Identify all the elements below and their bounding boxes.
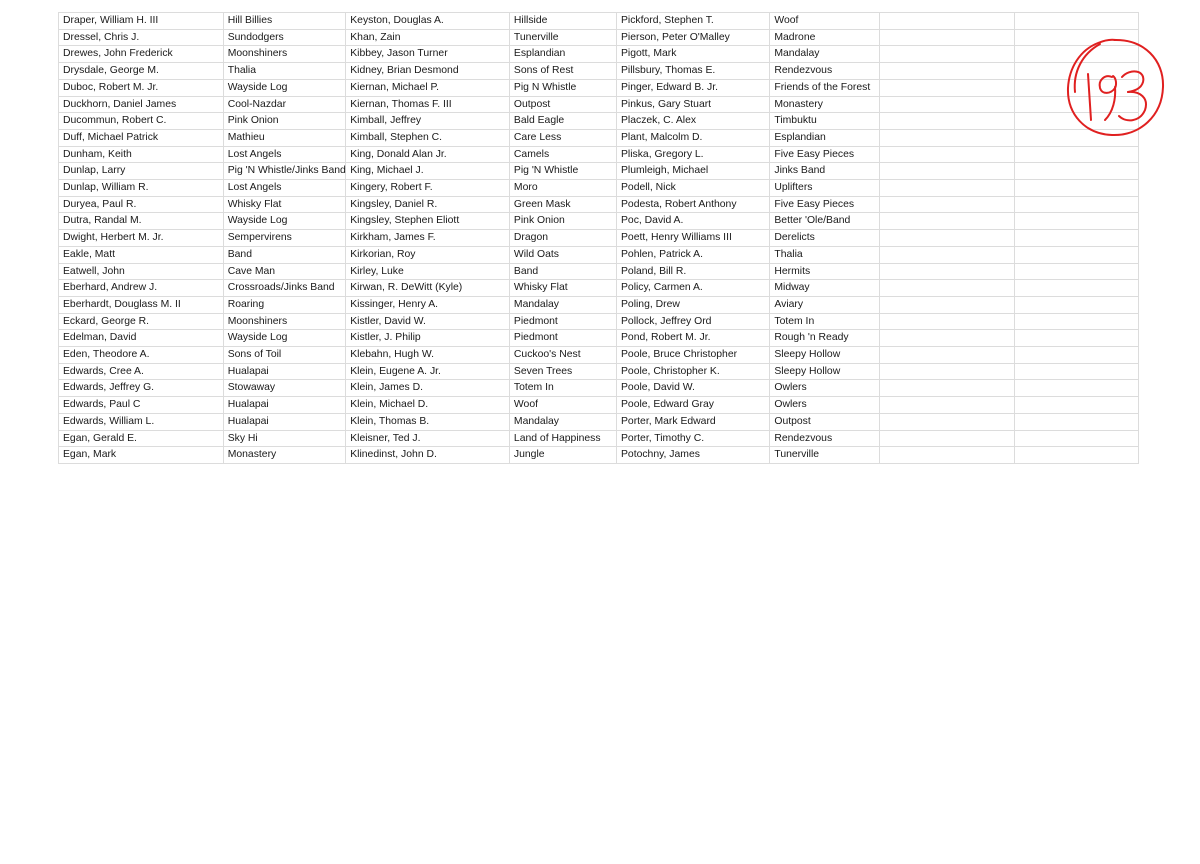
table-cell: Kirkham, James F. xyxy=(346,230,510,247)
table-cell: Lost Angels xyxy=(223,180,346,197)
table-row xyxy=(59,447,1139,464)
table-cell: Thalia xyxy=(770,246,879,263)
table-cell: Poc, David A. xyxy=(616,213,769,230)
table-row xyxy=(59,246,1139,263)
table-cell: Cuckoo's Nest xyxy=(509,347,616,364)
table-cell: Ducommun, Robert C. xyxy=(59,113,224,130)
table-cell: King, Michael J. xyxy=(346,163,510,180)
table-cell: Hermits xyxy=(770,263,879,280)
table-cell: Egan, Mark xyxy=(59,447,224,464)
table-cell xyxy=(879,430,1015,447)
table-row xyxy=(59,213,1139,230)
table-row xyxy=(59,196,1139,213)
table-cell: Madrone xyxy=(770,29,879,46)
table-cell: Wayside Log xyxy=(223,79,346,96)
table-cell: Klein, Michael D. xyxy=(346,397,510,414)
table-cell xyxy=(879,46,1015,63)
table-cell: Pig 'N Whistle xyxy=(509,163,616,180)
table-cell: Tunerville xyxy=(770,447,879,464)
table-cell: Pliska, Gregory L. xyxy=(616,146,769,163)
table-cell xyxy=(1015,430,1139,447)
table-cell: Poole, Bruce Christopher xyxy=(616,347,769,364)
table-cell: Duckhorn, Daniel James xyxy=(59,96,224,113)
table-cell xyxy=(879,313,1015,330)
table-cell: Edwards, Jeffrey G. xyxy=(59,380,224,397)
table-cell: Hualapai xyxy=(223,413,346,430)
table-cell: Kistler, J. Philip xyxy=(346,330,510,347)
table-cell: Sky Hi xyxy=(223,430,346,447)
table-cell xyxy=(879,413,1015,430)
table-cell xyxy=(879,79,1015,96)
table-cell: Podesta, Robert Anthony xyxy=(616,196,769,213)
table-cell: Band xyxy=(509,263,616,280)
table-cell xyxy=(879,246,1015,263)
table-cell xyxy=(1015,313,1139,330)
table-cell: Rendezvous xyxy=(770,430,879,447)
table-cell: Kingery, Robert F. xyxy=(346,180,510,197)
table-cell: Seven Trees xyxy=(509,363,616,380)
table-cell: Pink Onion xyxy=(223,113,346,130)
table-cell: Kirkorian, Roy xyxy=(346,246,510,263)
table-cell: Poole, David W. xyxy=(616,380,769,397)
table-cell: Cool-Nazdar xyxy=(223,96,346,113)
table-cell xyxy=(879,113,1015,130)
table-cell: Kimball, Stephen C. xyxy=(346,129,510,146)
table-cell xyxy=(879,230,1015,247)
table-row xyxy=(59,280,1139,297)
table-cell: Pond, Robert M. Jr. xyxy=(616,330,769,347)
table-cell: Kirley, Luke xyxy=(346,263,510,280)
table-cell: Rendezvous xyxy=(770,63,879,80)
table-cell: Plumleigh, Michael xyxy=(616,163,769,180)
table-row xyxy=(59,230,1139,247)
table-cell: Jungle xyxy=(509,447,616,464)
table-cell: Stowaway xyxy=(223,380,346,397)
table-cell xyxy=(1015,13,1139,30)
table-cell: Wild Oats xyxy=(509,246,616,263)
table-cell: Kiernan, Michael P. xyxy=(346,79,510,96)
table-row xyxy=(59,330,1139,347)
table-cell: Poland, Bill R. xyxy=(616,263,769,280)
table-cell: Monastery xyxy=(770,96,879,113)
table-cell: Thalia xyxy=(223,63,346,80)
table-cell: Dressel, Chris J. xyxy=(59,29,224,46)
table-cell: Piedmont xyxy=(509,313,616,330)
table-cell: Woof xyxy=(770,13,879,30)
table-cell: Pohlen, Patrick A. xyxy=(616,246,769,263)
table-cell xyxy=(1015,196,1139,213)
table-cell: Eden, Theodore A. xyxy=(59,347,224,364)
table-cell: Eberhard, Andrew J. xyxy=(59,280,224,297)
table-cell: Rough 'n Ready xyxy=(770,330,879,347)
table-cell: Mandalay xyxy=(509,296,616,313)
table-cell: Green Mask xyxy=(509,196,616,213)
table-cell: Moonshiners xyxy=(223,46,346,63)
table-cell: Derelicts xyxy=(770,230,879,247)
table-row xyxy=(59,363,1139,380)
table-row xyxy=(59,380,1139,397)
table-row xyxy=(59,129,1139,146)
table-cell xyxy=(1015,330,1139,347)
table-cell: Eberhardt, Douglass M. II xyxy=(59,296,224,313)
table-cell: Edelman, David xyxy=(59,330,224,347)
table-cell: Cave Man xyxy=(223,263,346,280)
table-cell: Kirwan, R. DeWitt (Kyle) xyxy=(346,280,510,297)
table-cell xyxy=(879,380,1015,397)
table-cell: Eckard, George R. xyxy=(59,313,224,330)
table-cell: Bald Eagle xyxy=(509,113,616,130)
table-cell: Hillside xyxy=(509,13,616,30)
table-cell xyxy=(1015,230,1139,247)
table-cell xyxy=(879,330,1015,347)
table-cell xyxy=(1015,146,1139,163)
table-cell: Pigott, Mark xyxy=(616,46,769,63)
table-row xyxy=(59,163,1139,180)
table-cell: Dunham, Keith xyxy=(59,146,224,163)
table-cell: Kingsley, Stephen Eliott xyxy=(346,213,510,230)
table-cell: Wayside Log xyxy=(223,330,346,347)
table-cell: Pillsbury, Thomas E. xyxy=(616,63,769,80)
table-cell: King, Donald Alan Jr. xyxy=(346,146,510,163)
table-cell: Porter, Mark Edward xyxy=(616,413,769,430)
table-cell: Keyston, Douglas A. xyxy=(346,13,510,30)
table-cell xyxy=(879,163,1015,180)
table-cell: Esplandian xyxy=(770,129,879,146)
table-cell: Woof xyxy=(509,397,616,414)
table-cell: Pickford, Stephen T. xyxy=(616,13,769,30)
table-cell: Dutra, Randal M. xyxy=(59,213,224,230)
table-cell: Mandalay xyxy=(770,46,879,63)
table-row xyxy=(59,430,1139,447)
table-cell: Mathieu xyxy=(223,129,346,146)
table-cell: Poole, Christopher K. xyxy=(616,363,769,380)
table-cell: Poett, Henry Williams III xyxy=(616,230,769,247)
table-cell: Friends of the Forest xyxy=(770,79,879,96)
table-cell: Poole, Edward Gray xyxy=(616,397,769,414)
table-cell: Drysdale, George M. xyxy=(59,63,224,80)
table-cell: Aviary xyxy=(770,296,879,313)
table-cell: Duboc, Robert M. Jr. xyxy=(59,79,224,96)
table-row xyxy=(59,113,1139,130)
table-cell: Hualapai xyxy=(223,397,346,414)
table-cell: Egan, Gerald E. xyxy=(59,430,224,447)
table-cell xyxy=(1015,347,1139,364)
table-cell xyxy=(1015,163,1139,180)
table-cell: Pig 'N Whistle/Jinks Band xyxy=(223,163,346,180)
table-cell: Drewes, John Frederick xyxy=(59,46,224,63)
table-cell: Outpost xyxy=(770,413,879,430)
table-cell: Klein, James D. xyxy=(346,380,510,397)
table-cell: Potochny, James xyxy=(616,447,769,464)
table-cell: Duff, Michael Patrick xyxy=(59,129,224,146)
table-cell: Porter, Timothy C. xyxy=(616,430,769,447)
table-cell: Midway xyxy=(770,280,879,297)
table-cell: Kiernan, Thomas F. III xyxy=(346,96,510,113)
table-cell: Monastery xyxy=(223,447,346,464)
table-cell: Khan, Zain xyxy=(346,29,510,46)
table-cell: Whisky Flat xyxy=(509,280,616,297)
spreadsheet-page xyxy=(58,12,1139,464)
table-cell: Pig N Whistle xyxy=(509,79,616,96)
table-cell: Duryea, Paul R. xyxy=(59,196,224,213)
table-body xyxy=(59,13,1139,464)
table-cell xyxy=(879,180,1015,197)
table-row xyxy=(59,180,1139,197)
table-cell: Eakle, Matt xyxy=(59,246,224,263)
table-cell: Jinks Band xyxy=(770,163,879,180)
table-cell: Owlers xyxy=(770,380,879,397)
table-cell: Land of Happiness xyxy=(509,430,616,447)
table-cell: Pink Onion xyxy=(509,213,616,230)
table-cell xyxy=(1015,180,1139,197)
table-cell: Pinkus, Gary Stuart xyxy=(616,96,769,113)
table-cell xyxy=(879,96,1015,113)
table-cell: Hill Billies xyxy=(223,13,346,30)
table-row xyxy=(59,63,1139,80)
table-cell: Moro xyxy=(509,180,616,197)
table-cell xyxy=(879,213,1015,230)
table-cell: Roaring xyxy=(223,296,346,313)
table-cell xyxy=(879,347,1015,364)
table-cell xyxy=(879,13,1015,30)
table-cell xyxy=(879,129,1015,146)
table-cell: Pollock, Jeffrey Ord xyxy=(616,313,769,330)
table-cell: Kingsley, Daniel R. xyxy=(346,196,510,213)
roster-table xyxy=(58,12,1139,464)
table-row xyxy=(59,13,1139,30)
table-cell xyxy=(879,63,1015,80)
table-cell: Five Easy Pieces xyxy=(770,146,879,163)
table-cell: Kimball, Jeffrey xyxy=(346,113,510,130)
table-cell: Eatwell, John xyxy=(59,263,224,280)
table-cell: Sons of Rest xyxy=(509,63,616,80)
table-cell: Klinedinst, John D. xyxy=(346,447,510,464)
table-cell: Kibbey, Jason Turner xyxy=(346,46,510,63)
table-cell: Klebahn, Hugh W. xyxy=(346,347,510,364)
table-cell xyxy=(879,196,1015,213)
table-cell: Sempervirens xyxy=(223,230,346,247)
table-cell xyxy=(1015,397,1139,414)
table-cell: Totem In xyxy=(770,313,879,330)
table-cell: Care Less xyxy=(509,129,616,146)
table-row xyxy=(59,96,1139,113)
table-cell: Draper, William H. III xyxy=(59,13,224,30)
table-cell: Camels xyxy=(509,146,616,163)
table-row xyxy=(59,29,1139,46)
table-cell: Plant, Malcolm D. xyxy=(616,129,769,146)
table-cell: Tunerville xyxy=(509,29,616,46)
table-cell: Esplandian xyxy=(509,46,616,63)
table-cell: Wayside Log xyxy=(223,213,346,230)
table-cell: Crossroads/Jinks Band xyxy=(223,280,346,297)
table-cell: Totem In xyxy=(509,380,616,397)
table-cell: Kidney, Brian Desmond xyxy=(346,63,510,80)
table-cell xyxy=(1015,380,1139,397)
table-cell: Sleepy Hollow xyxy=(770,347,879,364)
table-cell xyxy=(1015,246,1139,263)
table-cell: Dunlap, Larry xyxy=(59,163,224,180)
table-cell xyxy=(1015,447,1139,464)
table-cell: Placzek, C. Alex xyxy=(616,113,769,130)
table-cell: Kissinger, Henry A. xyxy=(346,296,510,313)
table-cell xyxy=(879,296,1015,313)
table-row xyxy=(59,79,1139,96)
table-cell: Sundodgers xyxy=(223,29,346,46)
table-row xyxy=(59,347,1139,364)
table-cell xyxy=(879,397,1015,414)
table-cell xyxy=(1015,413,1139,430)
table-cell: Kistler, David W. xyxy=(346,313,510,330)
table-cell: Klein, Eugene A. Jr. xyxy=(346,363,510,380)
table-cell: Owlers xyxy=(770,397,879,414)
table-cell xyxy=(879,280,1015,297)
table-cell: Edwards, Paul C xyxy=(59,397,224,414)
table-cell: Klein, Thomas B. xyxy=(346,413,510,430)
handwritten-page-number xyxy=(1060,32,1170,142)
table-cell: Podell, Nick xyxy=(616,180,769,197)
table-cell: Policy, Carmen A. xyxy=(616,280,769,297)
table-cell: Mandalay xyxy=(509,413,616,430)
table-cell xyxy=(879,146,1015,163)
table-cell xyxy=(879,447,1015,464)
table-cell: Better 'Ole/Band xyxy=(770,213,879,230)
table-cell: Dunlap, William R. xyxy=(59,180,224,197)
table-row xyxy=(59,263,1139,280)
table-cell: Band xyxy=(223,246,346,263)
table-row xyxy=(59,46,1139,63)
table-cell xyxy=(1015,263,1139,280)
table-cell xyxy=(879,29,1015,46)
table-cell: Piedmont xyxy=(509,330,616,347)
table-cell: Lost Angels xyxy=(223,146,346,163)
table-row xyxy=(59,146,1139,163)
table-cell xyxy=(1015,296,1139,313)
table-cell: Sleepy Hollow xyxy=(770,363,879,380)
table-cell: Moonshiners xyxy=(223,313,346,330)
table-cell: Hualapai xyxy=(223,363,346,380)
table-cell: Poling, Drew xyxy=(616,296,769,313)
table-cell xyxy=(879,263,1015,280)
table-cell: Uplifters xyxy=(770,180,879,197)
table-cell: Kleisner, Ted J. xyxy=(346,430,510,447)
table-cell: Edwards, Cree A. xyxy=(59,363,224,380)
table-cell: Five Easy Pieces xyxy=(770,196,879,213)
table-row xyxy=(59,397,1139,414)
table-cell xyxy=(1015,213,1139,230)
table-cell xyxy=(879,363,1015,380)
table-cell: Outpost xyxy=(509,96,616,113)
table-cell: Pinger, Edward B. Jr. xyxy=(616,79,769,96)
table-cell xyxy=(1015,363,1139,380)
table-row xyxy=(59,313,1139,330)
table-cell: Sons of Toil xyxy=(223,347,346,364)
table-cell: Timbuktu xyxy=(770,113,879,130)
table-cell: Pierson, Peter O'Malley xyxy=(616,29,769,46)
table-row xyxy=(59,296,1139,313)
table-cell: Dragon xyxy=(509,230,616,247)
table-row xyxy=(59,413,1139,430)
table-cell: Dwight, Herbert M. Jr. xyxy=(59,230,224,247)
table-cell: Whisky Flat xyxy=(223,196,346,213)
table-cell xyxy=(1015,280,1139,297)
table-cell: Edwards, William L. xyxy=(59,413,224,430)
